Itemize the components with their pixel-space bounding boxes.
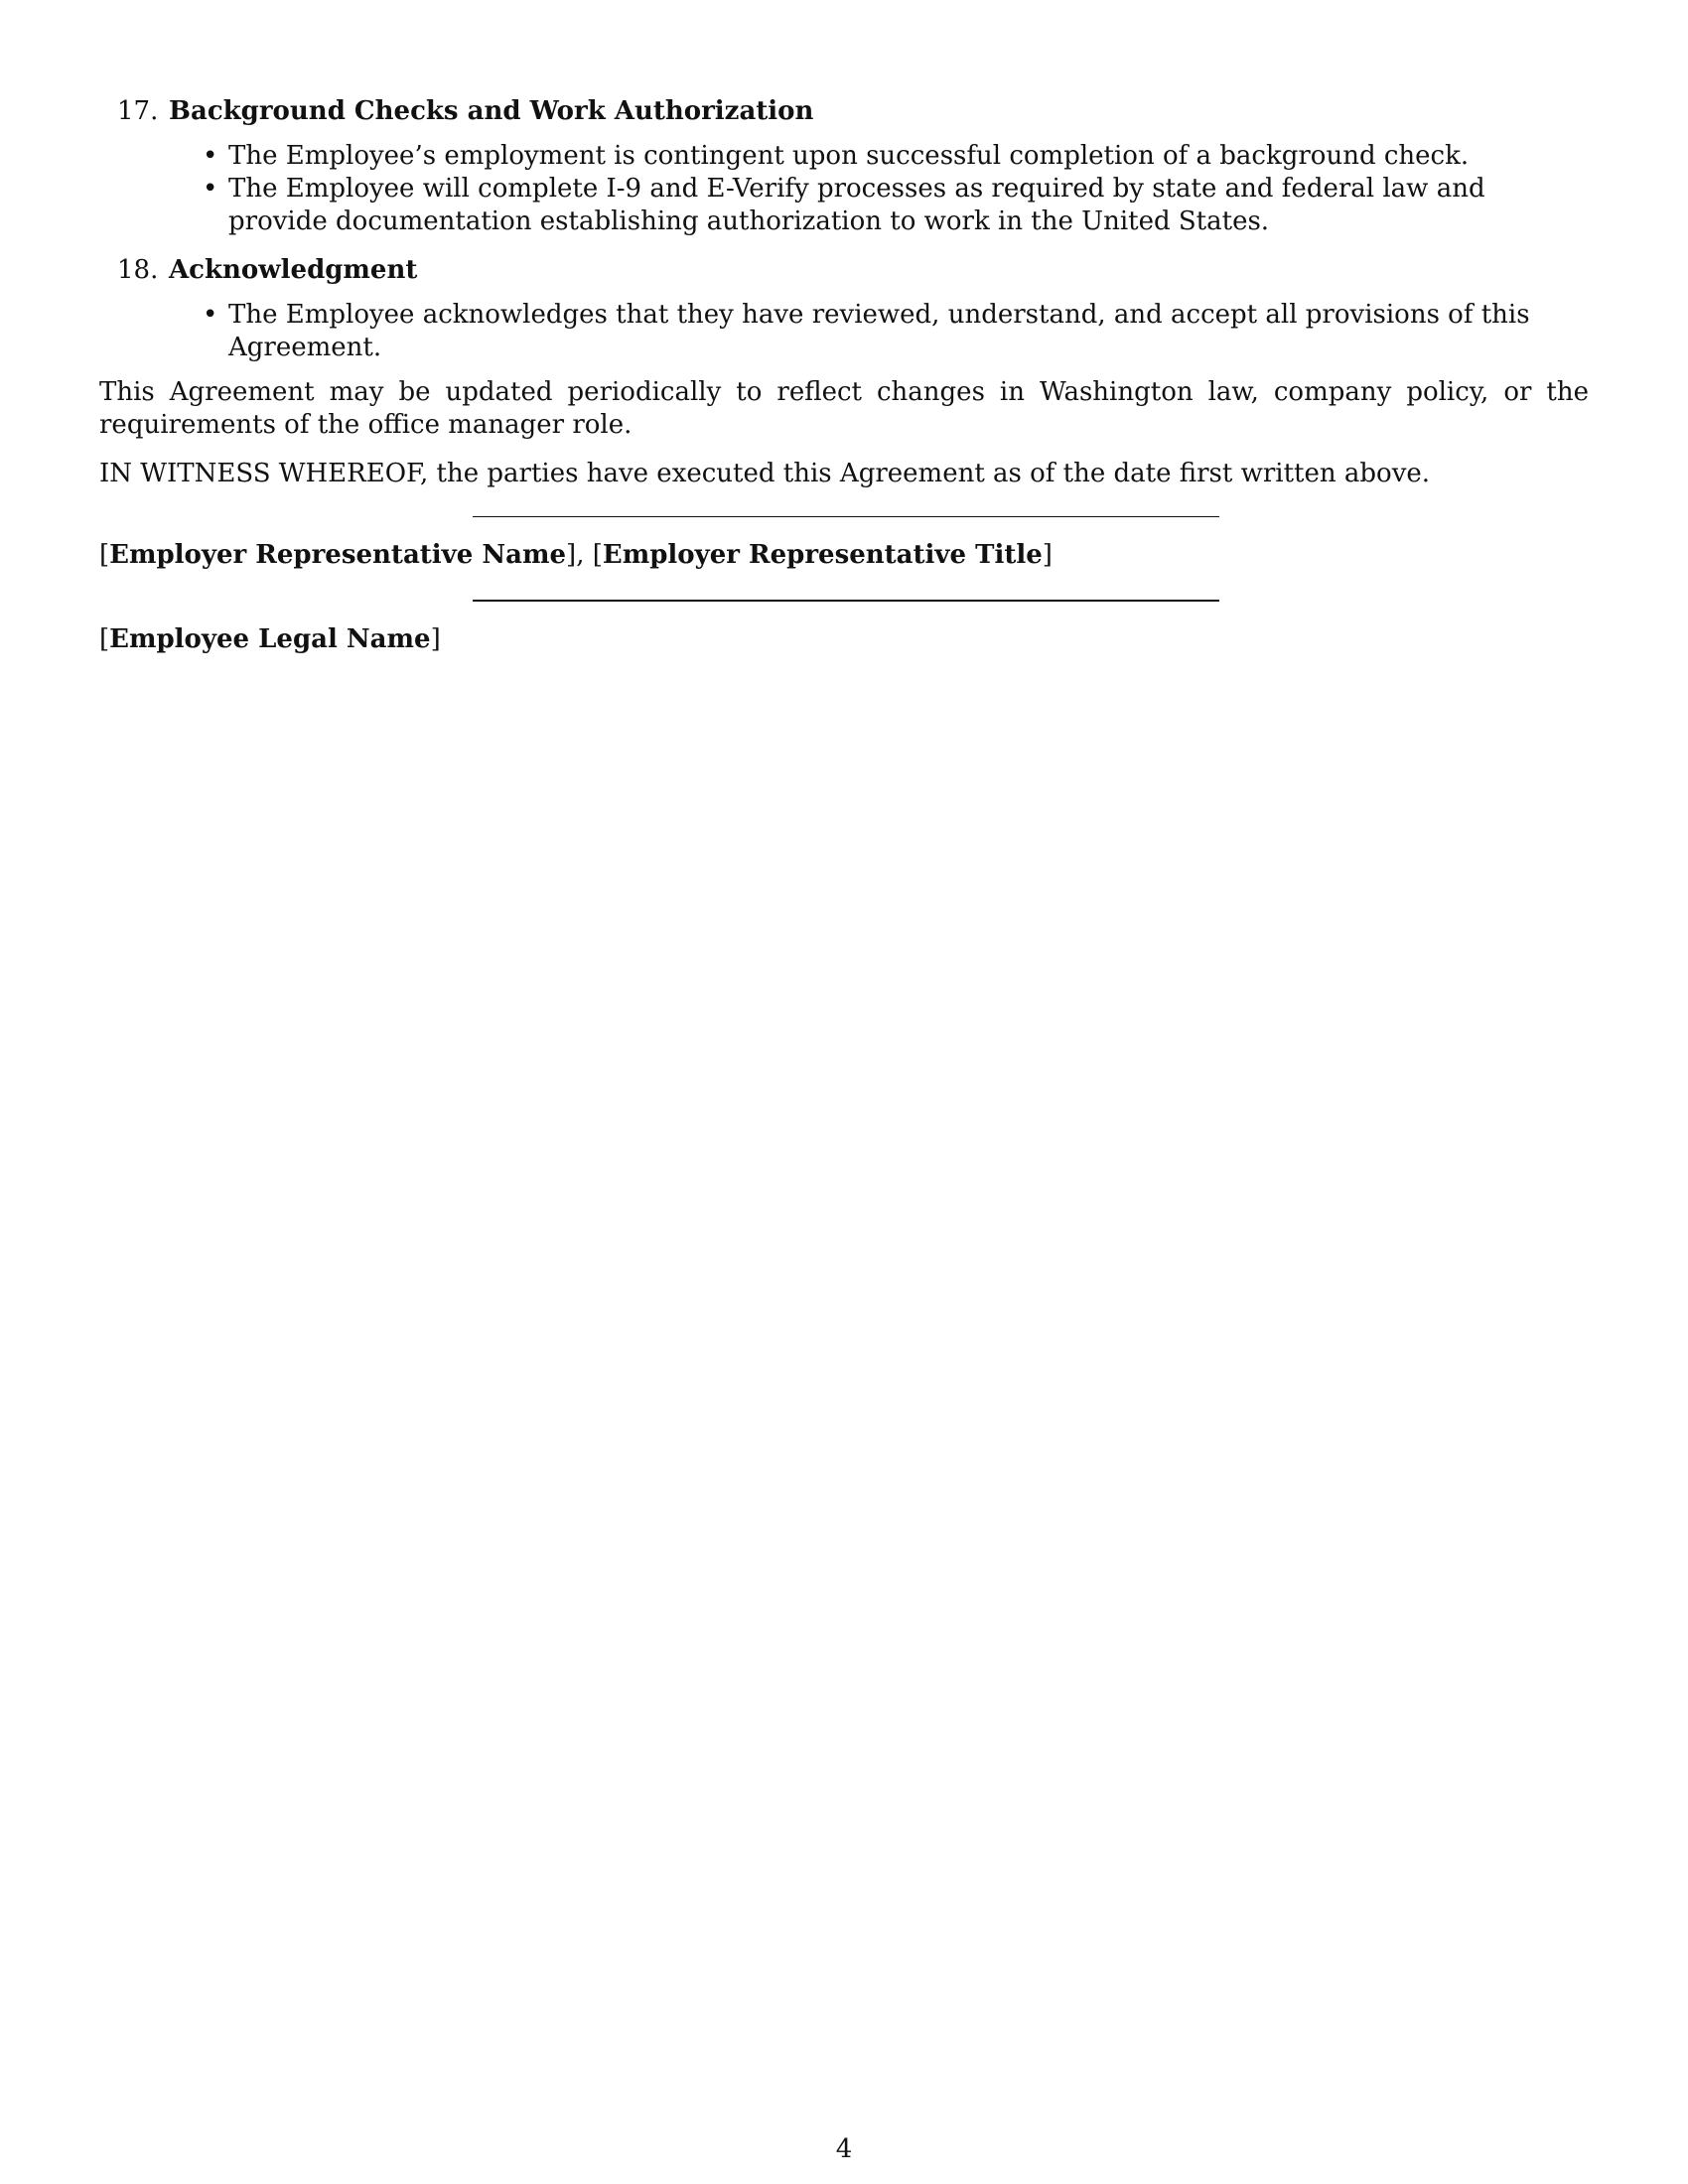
page-number: 4	[835, 2134, 853, 2164]
section-number: 17.	[117, 96, 159, 126]
list-item-text: The Employee’s employment is contingent upon successful completion of a background check.	[228, 141, 1470, 171]
section-18	[99, 254, 1589, 364]
list-item	[203, 173, 1589, 238]
list-item	[203, 299, 1589, 364]
bullet-icon: •	[203, 174, 218, 204]
bullet-icon: •	[203, 300, 218, 330]
list-item-text: The Employee will complete I-9 and E-Verify processes as required by state and federal law and provide documentation establishing authorization to work in the United States.	[228, 174, 1485, 236]
employer-signature-block	[99, 516, 1589, 572]
bracket: ]	[1042, 540, 1053, 570]
list-item-text: The Employee acknowledges that they have reviewed, understand, and accept all provisions of this Agreement.	[228, 300, 1530, 362]
bracket: [	[99, 540, 110, 570]
bullet-list	[99, 140, 1589, 238]
bracket: ]	[430, 624, 441, 654]
section-number: 18.	[117, 255, 159, 285]
section-title: Acknowledgment	[169, 255, 418, 285]
bracket: [	[99, 624, 110, 654]
list-item	[203, 140, 1589, 173]
employee-signature-line	[473, 600, 1219, 602]
employer-signature-line	[473, 516, 1219, 517]
bullet-list	[99, 299, 1589, 364]
witness-paragraph: IN WITNESS WHEREOF, the parties have executed this Agreement as of the date first written above.	[99, 459, 1431, 488]
section-heading	[99, 254, 1589, 287]
employer-signature-label	[99, 539, 1589, 572]
section-title: Background Checks and Work Authorization	[169, 96, 814, 126]
bullet-icon: •	[203, 141, 218, 171]
employee-signature-label	[99, 623, 1589, 656]
employer-rep-title: Employer Representative Title	[602, 540, 1043, 570]
employee-legal-name: Employee Legal Name	[109, 624, 431, 654]
employer-rep-name: Employer Representative Name	[109, 540, 567, 570]
section-heading	[99, 95, 1589, 128]
section-17	[99, 95, 1589, 238]
separator: ], [	[566, 540, 603, 570]
document-page	[99, 95, 1589, 656]
update-notice-paragraph: This Agreement may be updated periodically to reflect changes in Washington law, company policy, or the requirements of the office manager role.	[99, 377, 1589, 440]
employee-signature-block	[99, 600, 1589, 656]
